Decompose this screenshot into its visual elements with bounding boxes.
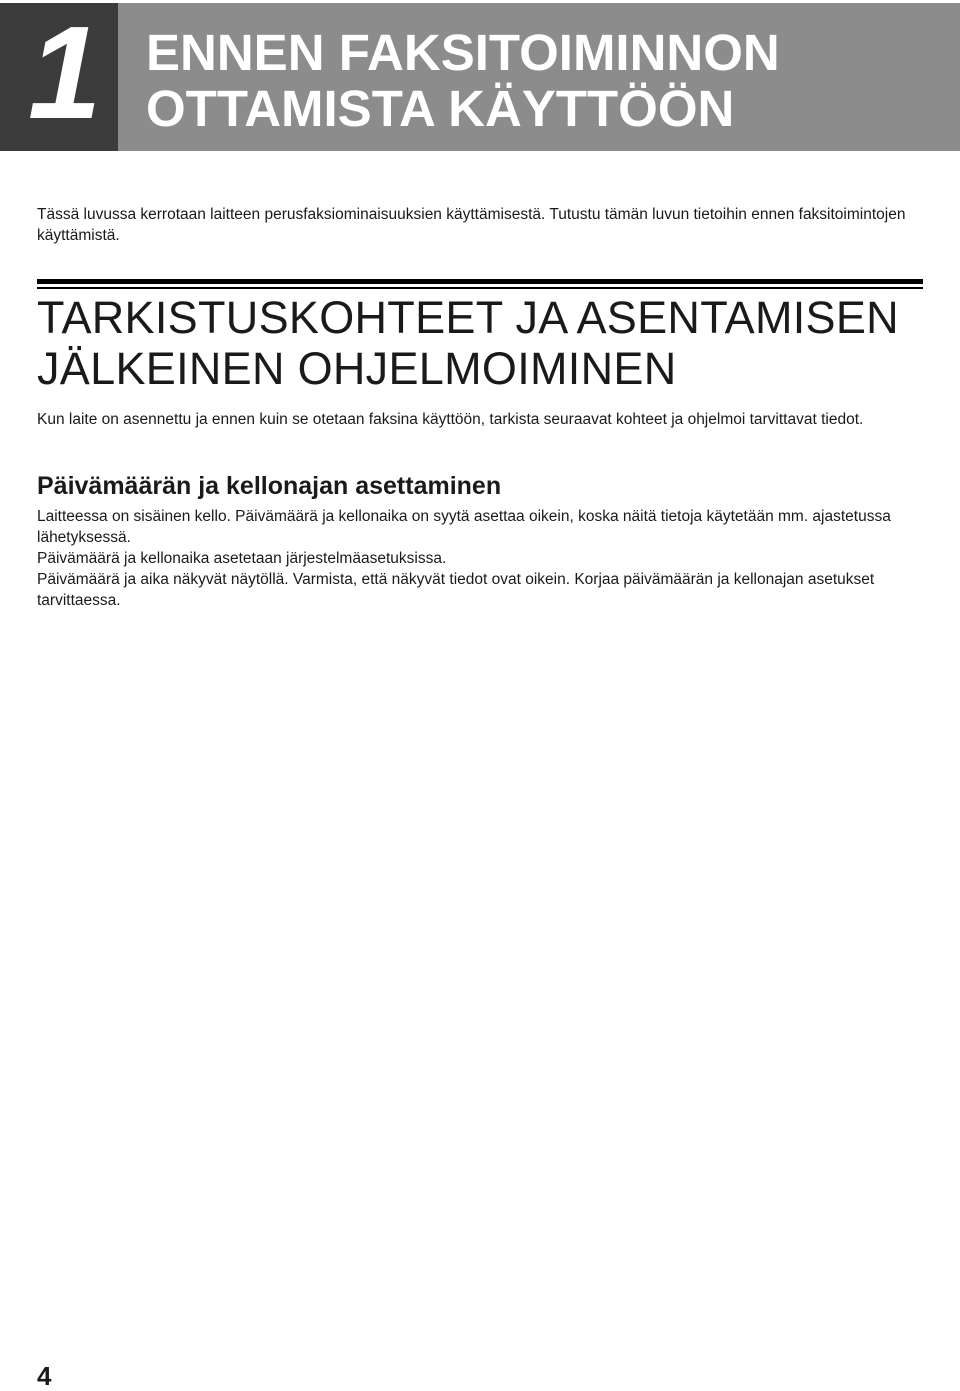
section-title	[37, 292, 899, 394]
subsection-title: Päivämäärän ja kellonajan asettaminen	[37, 472, 502, 500]
chapter-number-box	[0, 0, 118, 151]
subsection-body	[37, 506, 927, 611]
section-divider-thin	[37, 287, 923, 289]
chapter-title-line-2: OTTAMISTA KÄYTTÖÖN	[146, 80, 735, 137]
section-lead: Kun laite on asennettu ja ennen kuin se otetaan faksina käyttöön, tarkista seuraavat kohteet ja ohjelmoi tarvittavat tiedot.	[37, 411, 864, 428]
chapter-header	[0, 0, 960, 151]
section-title-line-1: TARKISTUSKOHTEET JA ASENTAMISEN	[37, 292, 899, 343]
chapter-number: 1	[28, 0, 98, 146]
page-number: 4	[37, 1361, 52, 1391]
section-title-line-2: JÄLKEINEN OHJELMOIMINEN	[37, 343, 677, 394]
chapter-title	[146, 25, 780, 137]
body-paragraph: Päivämäärä ja kellonaika asetetaan järjestelmäasetuksissa.	[37, 550, 447, 567]
chapter-intro: Tässä luvussa kerrotaan laitteen perusfaksiominaisuuksien käyttämisestä. Tutustu tämän luvun tietoihin ennen faksitoimintojen käyttämistä.	[37, 206, 906, 244]
chapter-title-line-1: ENNEN FAKSITOIMINNON	[146, 24, 780, 81]
body-paragraph: Päivämäärä ja aika näkyvät näytöllä. Varmista, että näkyvät tiedot ovat oikein. Korjaa päivämäärän ja kellonajan asetukset tarvittaessa.	[37, 571, 875, 609]
section-divider-thick	[37, 279, 923, 284]
body-paragraph: Laitteessa on sisäinen kello. Päivämäärä ja kellonaika on syytä asettaa oikein, koska näitä tietoja käytetään mm. ajastetussa lähetyksessä.	[37, 508, 891, 546]
